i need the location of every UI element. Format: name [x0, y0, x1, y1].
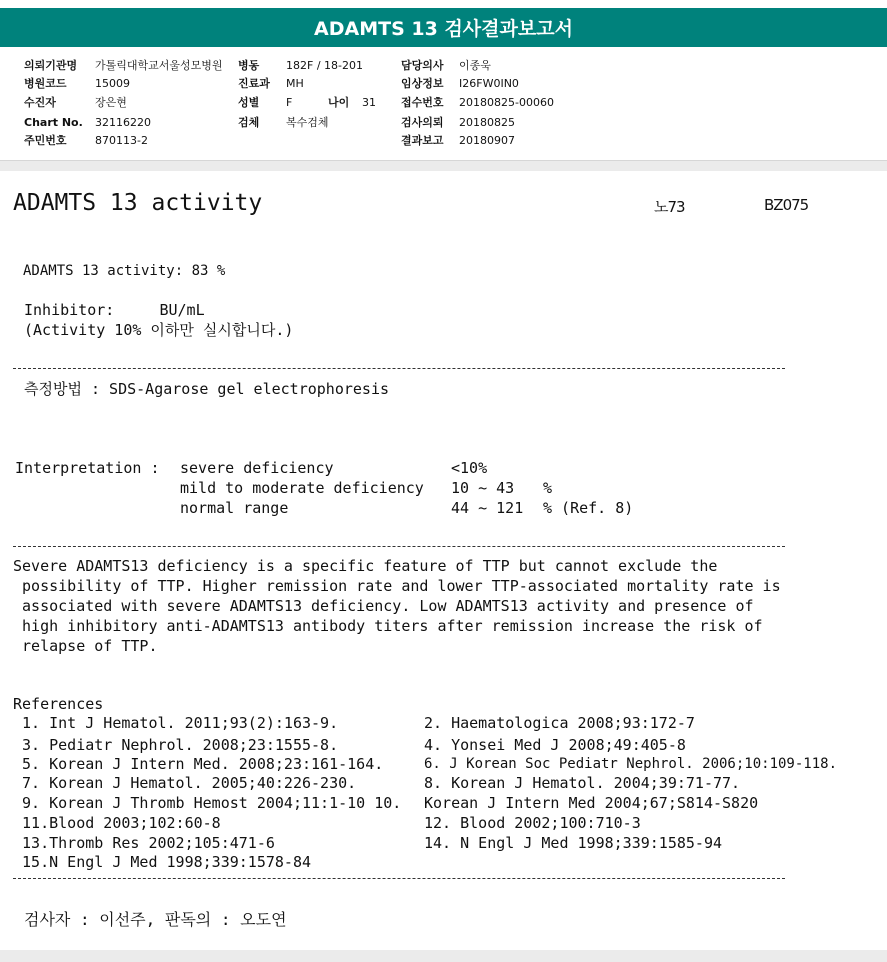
- reference-item: 1. Int J Hematol. 2011;93(2):163-9.: [13, 714, 339, 732]
- reference-item: 13.Thromb Res 2002;105:471-6: [13, 834, 275, 852]
- interp-unit: %: [543, 479, 553, 497]
- paragraph-line: high inhibitory anti-ADAMTS13 antibody titers after remission increase the risk of: [13, 617, 763, 635]
- recipient-label: 수진자: [24, 96, 56, 109]
- clinical-label: 임상정보: [401, 77, 444, 90]
- inhibitor-note: (Activity 10% 이하만 실시합니다.): [24, 321, 294, 339]
- reference-item: 14. N Engl J Med 1998;339:1585-94: [424, 834, 723, 852]
- references-label: References: [13, 695, 104, 713]
- interpretation-label: Interpretation :: [15, 459, 160, 477]
- receipt-value: 20180825-00060: [459, 96, 554, 109]
- page-bottom-band: [0, 950, 887, 962]
- age-value: 31: [362, 96, 376, 109]
- interp-range: 10 ~ 43: [451, 479, 515, 497]
- reference-item: 6. J Korean Soc Pediatr Nephrol. 2006;10:109-118.: [424, 756, 838, 772]
- signature-line: 검사자 : 이선주, 판독의 : 오도연: [24, 910, 287, 929]
- reference-item: 8. Korean J Hematol. 2004;39:71-77.: [424, 774, 741, 792]
- age-label: 나이: [328, 96, 350, 109]
- interp-category: normal range: [180, 499, 289, 517]
- report-title: ADAMTS 13 activity: [13, 190, 263, 216]
- interp-range: <10%: [451, 459, 488, 477]
- interp-unit: % (Ref. 8): [543, 499, 634, 517]
- code-2: BZ075: [764, 196, 809, 214]
- reference-item: 11.Blood 2003;102:60-8: [13, 814, 221, 832]
- chart-no-label: Chart No.: [24, 116, 83, 129]
- report-date-value: 20180907: [459, 134, 515, 147]
- reference-item: 9. Korean J Thromb Hemost 2004;11:1-10 10.: [13, 794, 402, 812]
- report-header-title: ADAMTS 13 검사결과보고서: [0, 8, 887, 47]
- activity-result: ADAMTS 13 activity: 83 %: [23, 263, 226, 279]
- hospital-code-label: 병원코드: [24, 77, 67, 90]
- reference-item: 12. Blood 2002;100:710-3: [424, 814, 641, 832]
- paragraph-line: associated with severe ADAMTS13 deficiency. Low ADAMTS13 activity and presence of: [13, 597, 754, 615]
- reference-item: 15.N Engl J Med 1998;339:1578-84: [13, 853, 312, 871]
- interp-range: 44 ~ 121: [451, 499, 524, 517]
- recipient-value: 장은현: [95, 96, 127, 109]
- doctor-label: 담당의사: [401, 59, 444, 72]
- dashed-divider: [13, 878, 785, 879]
- request-label: 검사의뢰: [401, 116, 444, 129]
- dept-value: MH: [286, 77, 304, 90]
- paragraph-line: possibility of TTP. Higher remission rate and lower TTP-associated mortality rate is: [13, 577, 781, 595]
- reference-item: 7. Korean J Hematol. 2005;40:226-230.: [13, 774, 357, 792]
- interp-category: mild to moderate deficiency: [180, 479, 424, 497]
- code-1: 노73: [654, 198, 685, 216]
- section-divider: [0, 160, 887, 171]
- paragraph-line: relapse of TTP.: [13, 637, 158, 655]
- clinical-value: I26FW0IN0: [459, 77, 519, 90]
- dashed-divider: [13, 546, 785, 547]
- sex-label: 성별: [238, 96, 260, 109]
- ward-value: 182F / 18-201: [286, 59, 363, 72]
- ward-label: 병동: [238, 59, 260, 72]
- request-value: 20180825: [459, 116, 515, 129]
- doctor-value: 이종욱: [459, 59, 491, 72]
- reference-item: 2. Haematologica 2008;93:172-7: [424, 714, 695, 732]
- method-line: 측정방법 : SDS-Agarose gel electrophoresis: [24, 380, 390, 398]
- inhibitor-line: Inhibitor: BU/mL: [24, 301, 205, 319]
- specimen-value: 복수검체: [286, 116, 329, 129]
- dashed-divider: [13, 368, 785, 369]
- institution-value: 가톨릭대학교서울성모병원: [95, 59, 223, 72]
- interp-category: severe deficiency: [180, 459, 334, 477]
- reference-item: 4. Yonsei Med J 2008;49:405-8: [424, 736, 686, 754]
- reference-item: 5. Korean J Intern Med. 2008;23:161-164.: [13, 755, 384, 773]
- institution-label: 의뢰기관명: [24, 59, 78, 72]
- reference-item: 3. Pediatr Nephrol. 2008;23:1555-8.: [13, 736, 339, 754]
- hospital-code-value: 15009: [95, 77, 130, 90]
- report-date-label: 결과보고: [401, 134, 444, 147]
- receipt-label: 접수번호: [401, 96, 444, 109]
- chart-no-value: 32116220: [95, 116, 151, 129]
- dept-label: 진료과: [238, 77, 270, 90]
- specimen-label: 검체: [238, 116, 260, 129]
- id-value: 870113-2: [95, 134, 148, 147]
- reference-item: Korean J Intern Med 2004;67;S814-S820: [424, 794, 759, 812]
- paragraph-line: Severe ADAMTS13 deficiency is a specific feature of TTP but cannot exclude the: [13, 557, 718, 575]
- id-label: 주민번호: [24, 134, 67, 147]
- sex-value: F: [286, 96, 293, 109]
